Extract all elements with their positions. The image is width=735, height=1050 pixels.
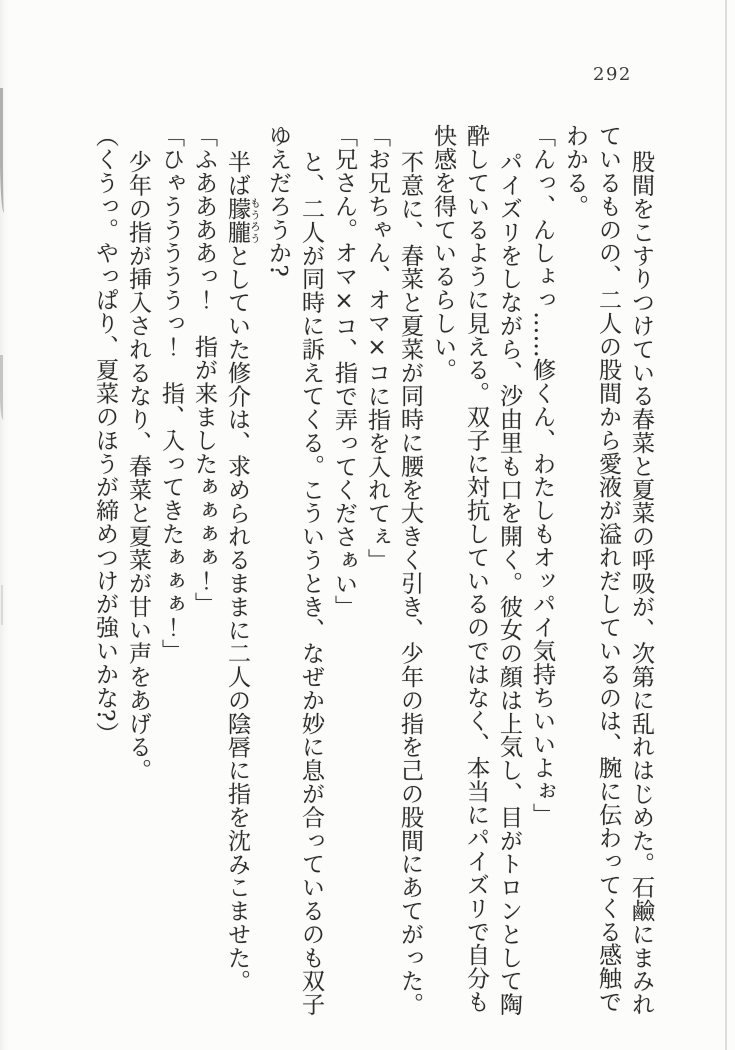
- text-line: 股間をこすりつけている春菜と夏菜の呼吸が、次第に乱れはじめた。石鹼にまみれ: [628, 150, 654, 1017]
- text-segment: 半ば: [224, 150, 250, 198]
- text-line: 不意に、春菜と夏菜が同時に腰を大きく引き、少年の指を己の股間にあてがった。: [397, 150, 423, 1017]
- text-line-dialogue: 「ふああああっ！ 指が来ましたぁぁぁぁ！」: [191, 124, 217, 616]
- page-edge-artifact: [0, 88, 9, 213]
- page-binding-line: [725, 0, 727, 1050]
- page-edge-artifact: [1, 585, 7, 625]
- text-line: 少年の指が挿入されるなり、春菜と夏菜が甘い声をあげる。: [125, 150, 151, 783]
- text-line: わかる。: [562, 124, 588, 218]
- ruby-text: もうろう: [249, 197, 261, 245]
- text-line-dialogue: 「ひゃうううううっ！ 指、入ってきたぁぁぁ！」: [158, 124, 184, 663]
- text-line-with-ruby: [220, 124, 261, 1019]
- vertical-text-block: [88, 124, 657, 1019]
- ruby-base: 朦朧: [224, 197, 250, 245]
- text-line: パイズリをしながら、沙由里も口を開く。彼女の顔は上気し、目がトロンとして陶: [496, 150, 522, 1017]
- text-line: 酔しているように見える。双子に対抗しているのではなく、本当にパイズリで自分も: [463, 124, 489, 1014]
- ruby-annotation: [224, 197, 261, 245]
- text-line-dialogue: 「お兄ちゃん、オマ×コに指を入れてぇ」: [364, 124, 390, 572]
- text-line: ゆえだろうか?: [265, 124, 291, 278]
- text-line-thought: （くうっ。やっぱり、夏菜のほうが締めつけが強いかな?）: [92, 124, 118, 746]
- text-segment: としていた修介は、求められるままに二人の陰唇に指を沈みこませた。: [224, 244, 250, 993]
- text-line: ているものの、二人の股間から愛液が溢れだしているのは、腕に伝わってくる感触で: [595, 124, 621, 1014]
- page-edge-artifact: [0, 355, 8, 420]
- page-number: 292: [593, 64, 632, 85]
- text-line: 快感を得ているらしい。: [430, 124, 456, 382]
- text-line-dialogue: 「んっ、んしょっ……修くん、わたしもオッパイ気持ちいいよぉ」: [529, 124, 555, 826]
- text-line: と、二人が同時に訴えてくる。こういうとき、なぜか妙に息が合っているのも双子: [298, 150, 324, 1017]
- text-line-dialogue: 「兄さん。オマ×コ、指で弄ってくださぁい」: [331, 124, 357, 619]
